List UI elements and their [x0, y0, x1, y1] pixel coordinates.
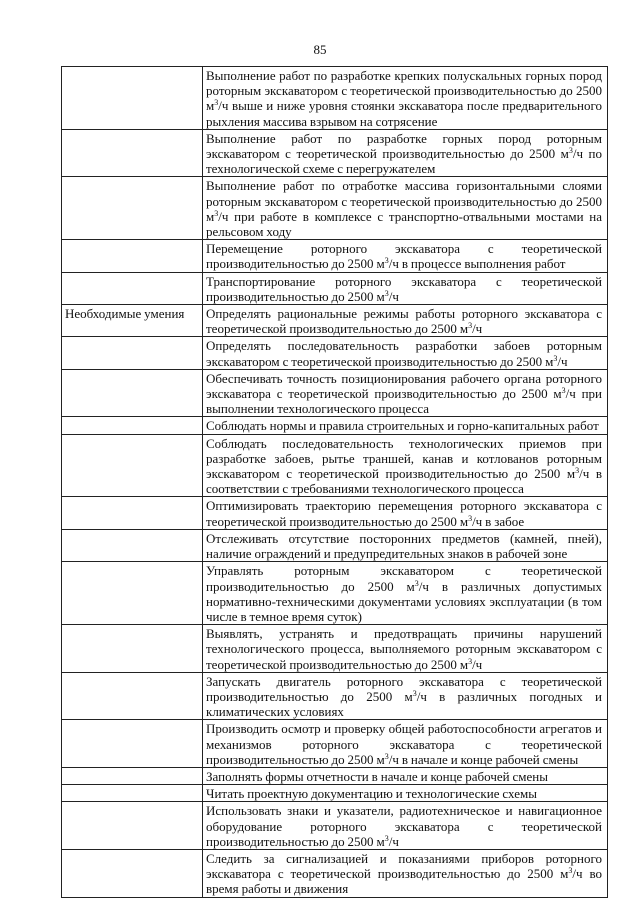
item-cell: Выполнение работ по разработке горных пород роторным экскаватором с теоретической производительностью до 2500 $м^3/ч$ по технологической схеме с перегружателем	[203, 129, 608, 177]
table-row	[62, 369, 608, 417]
category-cell: Необходимые умения	[62, 305, 203, 337]
category-cell	[62, 849, 203, 897]
table-row	[62, 529, 608, 561]
category-cell	[62, 720, 203, 768]
table-row	[62, 767, 608, 784]
table-row	[62, 849, 608, 897]
item-cell: Производить осмотр и проверку общей работоспособности агрегатов и механизмов роторного экскаватора с теоретической производительностью до 2500 $м^3/ч$ в начале и конце рабочей смены	[203, 720, 608, 768]
item-cell: Управлять роторным экскаватором с теоретической производительностью до 2500 $м^3/ч$ в различных допустимых нормативно-техническими документами условиях эксплуатации (в том числе в темное время суток)	[203, 562, 608, 625]
table-row	[62, 305, 608, 337]
item-cell: Выполнение работ по отработке массива горизонтальными слоями роторным экскаватором с теоретической производительностью до 2500 $м^3/ч$ при работе в комплексе с транспортно-отвальными мостами на рельсовом ходу	[203, 177, 608, 240]
superscript-3: 3	[412, 688, 417, 698]
table-row	[62, 337, 608, 369]
table-row	[62, 625, 608, 673]
item-cell: Определять последовательность разработки забоев роторным экскаватором с теоретической производительностью до 2500 $м^3/ч$	[203, 337, 608, 369]
category-cell	[62, 337, 203, 369]
superscript-3: 3	[568, 866, 573, 876]
category-cell	[62, 129, 203, 177]
item-cell: Определять рациональные режимы работы роторного экскаватора с теоретической производительностью до 2500 $м^3/ч$	[203, 305, 608, 337]
item-cell: Использовать знаки и указатели, радиотехническое и навигационное оборудование роторного экскаватора с теоретической производительностью до 2500 $м^3/ч$	[203, 802, 608, 850]
item-cell: Заполнять формы отчетности в начале и конце рабочей смены	[203, 767, 608, 784]
table-row	[62, 720, 608, 768]
category-cell	[62, 272, 203, 304]
superscript-3: 3	[384, 288, 389, 298]
superscript-3: 3	[575, 466, 580, 476]
table-row	[62, 272, 608, 304]
category-cell	[62, 672, 203, 720]
superscript-3: 3	[553, 353, 558, 363]
item-cell: Читать проектную документацию и технологические схемы	[203, 785, 608, 802]
category-cell	[62, 562, 203, 625]
table-row	[62, 67, 608, 130]
superscript-3: 3	[214, 98, 219, 108]
standard-table	[61, 66, 608, 898]
category-cell	[62, 767, 203, 784]
table-row	[62, 417, 608, 434]
superscript-3: 3	[384, 256, 389, 266]
table-row	[62, 785, 608, 802]
table-row	[62, 562, 608, 625]
superscript-3: 3	[468, 656, 473, 666]
table-row	[62, 129, 608, 177]
item-cell: Соблюдать нормы и правила строительных и горно-капитальных работ	[203, 417, 608, 434]
item-cell: Соблюдать последовательность технологических приемов при разработке забоев, рытье траншей, канав и котлованов роторным экскаватором с теоретической производительностью до 2500 $м^3/ч$ в соответствии с требованиями технологического процесса	[203, 434, 608, 497]
table-body	[62, 67, 608, 898]
item-cell: Обеспечивать точность позиционирования рабочего органа роторного экскаватора с теоретической производительностью до 2500 $м^3/ч$ при выполнении технологического процесса	[203, 369, 608, 417]
category-cell	[62, 497, 203, 529]
category-cell	[62, 417, 203, 434]
superscript-3: 3	[561, 386, 566, 396]
page-number: 85	[313, 42, 327, 57]
item-cell: Следить за сигнализацией и показаниями приборов роторного экскаватора с теоретической производительностью до 2500 $м^3/ч$ во время работы и движения	[203, 849, 608, 897]
item-cell: Перемещение роторного экскаватора с теоретической производительностью до 2500 $м^3/ч$ в процессе выполнения работ	[203, 240, 608, 272]
table-row	[62, 434, 608, 497]
table-row	[62, 177, 608, 240]
superscript-3: 3	[414, 578, 419, 588]
superscript-3: 3	[384, 751, 389, 761]
category-cell	[62, 369, 203, 417]
category-cell	[62, 785, 203, 802]
superscript-3: 3	[384, 833, 389, 843]
category-cell	[62, 240, 203, 272]
item-cell: Выявлять, устранять и предотвращать причины нарушений технологического процесса, выполняемого роторным экскаватором с теоретической производительностью до 2500 $м^3/ч$	[203, 625, 608, 673]
superscript-3: 3	[468, 513, 473, 523]
item-cell: Оптимизировать траекторию перемещения роторного экскаватора с теоретической производительностью до 2500 $м^3/ч$ в забое	[203, 497, 608, 529]
table-row	[62, 497, 608, 529]
category-cell	[62, 434, 203, 497]
category-cell	[62, 802, 203, 850]
category-cell	[62, 625, 203, 673]
item-cell: Выполнение работ по разработке крепких полускальных горных пород роторным экскаватором с теоретической производительностью до 2500 $м^3/ч$ выше и ниже уровня стоянки экскаватора после предварительного рыхления массива взрывом на сотрясение	[203, 67, 608, 130]
table-row	[62, 672, 608, 720]
table-row	[62, 240, 608, 272]
item-cell: Транспортирование роторного экскаватора с теоретической производительностью до 2500 $м^3/ч$	[203, 272, 608, 304]
category-cell	[62, 177, 203, 240]
category-cell	[62, 67, 203, 130]
category-cell	[62, 529, 203, 561]
superscript-3: 3	[214, 208, 219, 218]
item-cell: Запускать двигатель роторного экскаватора с теоретической производительностью до 2500 $м^3/ч$ в различных погодных и климатических условиях	[203, 672, 608, 720]
table-row	[62, 802, 608, 850]
superscript-3: 3	[468, 321, 473, 331]
superscript-3: 3	[568, 146, 573, 156]
item-cell: Отслеживать отсутствие посторонних предметов (камней, пней), наличие ограждений и предупредительных знаков в рабочей зоне	[203, 529, 608, 561]
